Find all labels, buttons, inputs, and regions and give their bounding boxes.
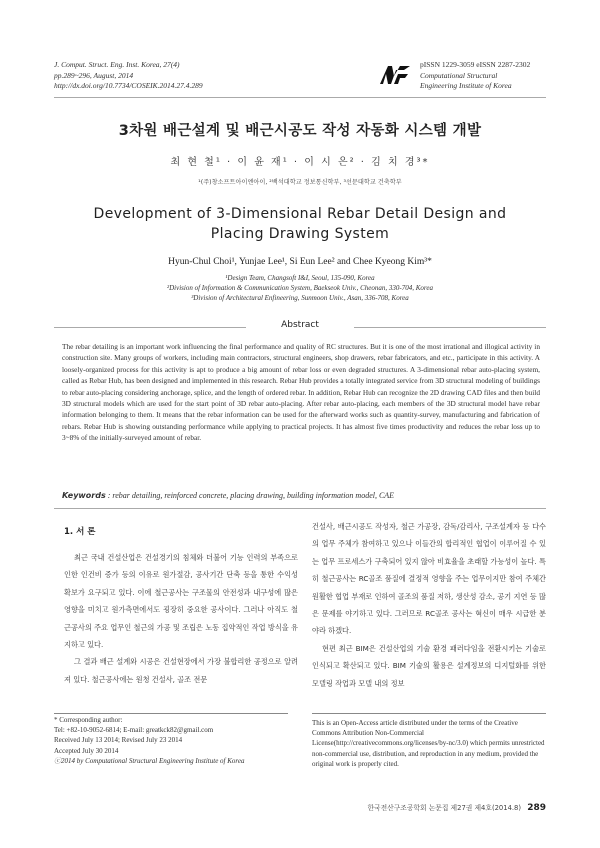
body-column-left: [64, 549, 298, 688]
society-line: Computational Structural: [420, 70, 498, 80]
footnote-corresponding: [54, 715, 294, 766]
footnote-line: Accepted July 30 2014: [54, 746, 119, 755]
society-logo-icon: [378, 64, 412, 86]
society-line: Engineering Institute of Korea: [420, 81, 512, 90]
section-heading: 1. 서 론: [64, 527, 96, 537]
footnote-license: This is an Open-Access article distributed under the terms of the Creative Commons Attribution Non-Commercial License(http://creativecommons.org/licenses/by-nc/3.0) which permits unrestricted non-commercial use, distribution, and reproduction in any medium, provided the original work is properly cited.: [312, 719, 545, 768]
title-english-line: Development of 3-Dimensional Rebar Detail Design and: [93, 206, 507, 222]
abstract-rule: [54, 327, 246, 328]
affiliations-english: [0, 273, 600, 303]
title-english-line: Placing Drawing System: [210, 226, 390, 242]
title-english: [60, 204, 540, 244]
footnote-line: Received July 13 2014; Revised July 23 2014: [54, 736, 183, 745]
paragraph: 그 결과 배근 설계와 시공은 건설현장에서 가장 불합리한 공정으로 알려져 있다. 철근공사에는 원청 건설사, 골조 전문: [64, 657, 298, 684]
footnote-line: Tel: +82-10-9052-6814; E-mail: greatkck82@gmail.com: [54, 726, 214, 735]
keywords-divider: [54, 508, 546, 509]
title-korean: 3차원 배근설계 및 배근시공도 작성 자동화 시스템 개발: [118, 123, 482, 139]
doi-link[interactable]: http://dx.doi.org/10.7734/COSEIK.2014.27.4.289: [54, 81, 203, 90]
footnote-line: * Corresponding author:: [54, 716, 123, 724]
abstract-text: The rebar detailing is an important work influencing the final performance and quality of RC structures. But it is one of the most irrational and illogical activity in construction site. Many groups of workers, including main contractors, structural engineers, shop drawers, rebar fabricators, and etc., participate in this activity. A loosely-organized process for this activity is apt to produce a big amount of rebar loss or even degraded structures. A 3-dimensional rebar auto-placing system, called as Rebar Hub, has been designed and implemented in this research. Rebar Hub provides a totally integrated service from 3D structural modeling of buildings to rebar auto-placing considering anchorage, splice, and the length of ordered rebar. In addition, Rebar Hub can recognize the 2D drawing CAD files and then build 3D structural models which are used for the start point of 3D rebar auto-placing. After rebar auto-placing, each members of the 3D structural model have rebar information belonging to them. It means that the rebar information can be used for the afterward works such as quantity-survey, manufacturing and fabrication of rebars. Rebar Hub is showing outstanding performance while applying to practical projects. It has almost five times productivity and reduces the rebar loss up to 3~8% of the initially-surveyed amount of rebar.: [62, 342, 540, 443]
copyright-line: ⓒ2014 by Computational Structural Engineering Institute of Korea: [54, 756, 245, 765]
page-number: 289: [527, 803, 546, 813]
keywords: [62, 491, 542, 500]
authors-korean: 최 현 철¹ · 이 윤 재¹ · 이 시 은² · 김 치 경³*: [170, 157, 430, 168]
affiliation-line: ¹Design Team, Changsoft I&I, Seoul, 135-090, Korea: [225, 274, 375, 282]
header-divider: [54, 97, 546, 98]
abstract-heading: Abstract: [281, 320, 319, 330]
keywords-list: : rebar detailing, reinforced concrete, placing drawing, building information model, CAE: [107, 491, 395, 500]
footnote-rule: [312, 713, 546, 714]
paragraph: 현편 최근 BIM은 건설산업의 기술 환경 패러다임을 전환시키는 기술로 인식되고 확산되고 있다. BIM 기술의 활용은 설계정보의 디지털화를 위한 모델링 작업과 모델 내의 정보: [312, 643, 546, 688]
footnote-rule: [54, 713, 288, 714]
authors-english: Hyun-Chul Choi¹, Yunjae Lee¹, Si Eun Lee² and Chee Kyeong Kim³*: [168, 257, 432, 267]
footer-journal: 한국전산구조공학회 논문집 제27권 제4호(2014.8): [367, 804, 522, 812]
affiliations-korean: ¹(주)창소프트아이엔아이, ²백석대학교 정보통신학부, ³선문대학교 건축학부: [198, 179, 402, 186]
keywords-label: Keywords: [62, 491, 106, 500]
journal-citation: [54, 60, 203, 92]
journal-line: J. Comput. Struct. Eng. Inst. Korea, 27(4): [54, 60, 180, 69]
affiliation-line: ²Division of Information & Communication System, Baekseok Univ., Cheonan, 330-704, Korea: [167, 284, 433, 292]
body-column-right: [312, 518, 546, 692]
paragraph: 최근 국내 건설산업은 건설경기의 침체와 더불어 기능 인력의 부족으로 인한 인건비 증가 등의 이유로 원가절감, 공사기간 단축 등을 통한 수익성 확보가 요구되고 있다. 이에 철근공사는 구조물의 안전성과 내구성에 많은 영향을 미치고 원가측면에서도 굉장히 중요한 공사이다. 그러나 아직도 철근공사의 주요 업무인 철근의 가공 및 조립은 노동 집약적인 작업 방식을 유지하고 있다.: [64, 553, 298, 650]
issn-block: [420, 60, 530, 92]
paragraph: 건설사, 배근시공도 작성자, 철근 가공장, 감독/감리사, 구조설계자 등 다수의 업무 주체가 참여하고 있으나 이들간의 합리적인 협업이 이루어질 수 있는 업무 프로세스가 구축되어 있지 않아 비효율을 초래할 가능성이 높다. 특히 철근공사는 RC골조 품질에 결정적 영향을 주는 업무이지만 참여 주체간 원활한 협업 부재로 인하여 골조의 품질 저하, 생산성 감소, 공기 지연 등 많은 문제를 야기하고 있다. 그러므로 RC골조 공사는 혁신이 매우 시급한 분야라 하겠다.: [312, 522, 546, 636]
affiliation-line: ³Division of Architectural Enfineering, Sunmoon Univ., Asan, 336-708, Korea: [191, 294, 409, 302]
journal-pages-line: pp.289~296, August, 2014: [54, 70, 134, 80]
issn: pISSN 1229-3059 eISSN 2287-2302: [420, 60, 531, 69]
page-footer: [367, 802, 546, 813]
abstract-rule: [354, 327, 546, 328]
